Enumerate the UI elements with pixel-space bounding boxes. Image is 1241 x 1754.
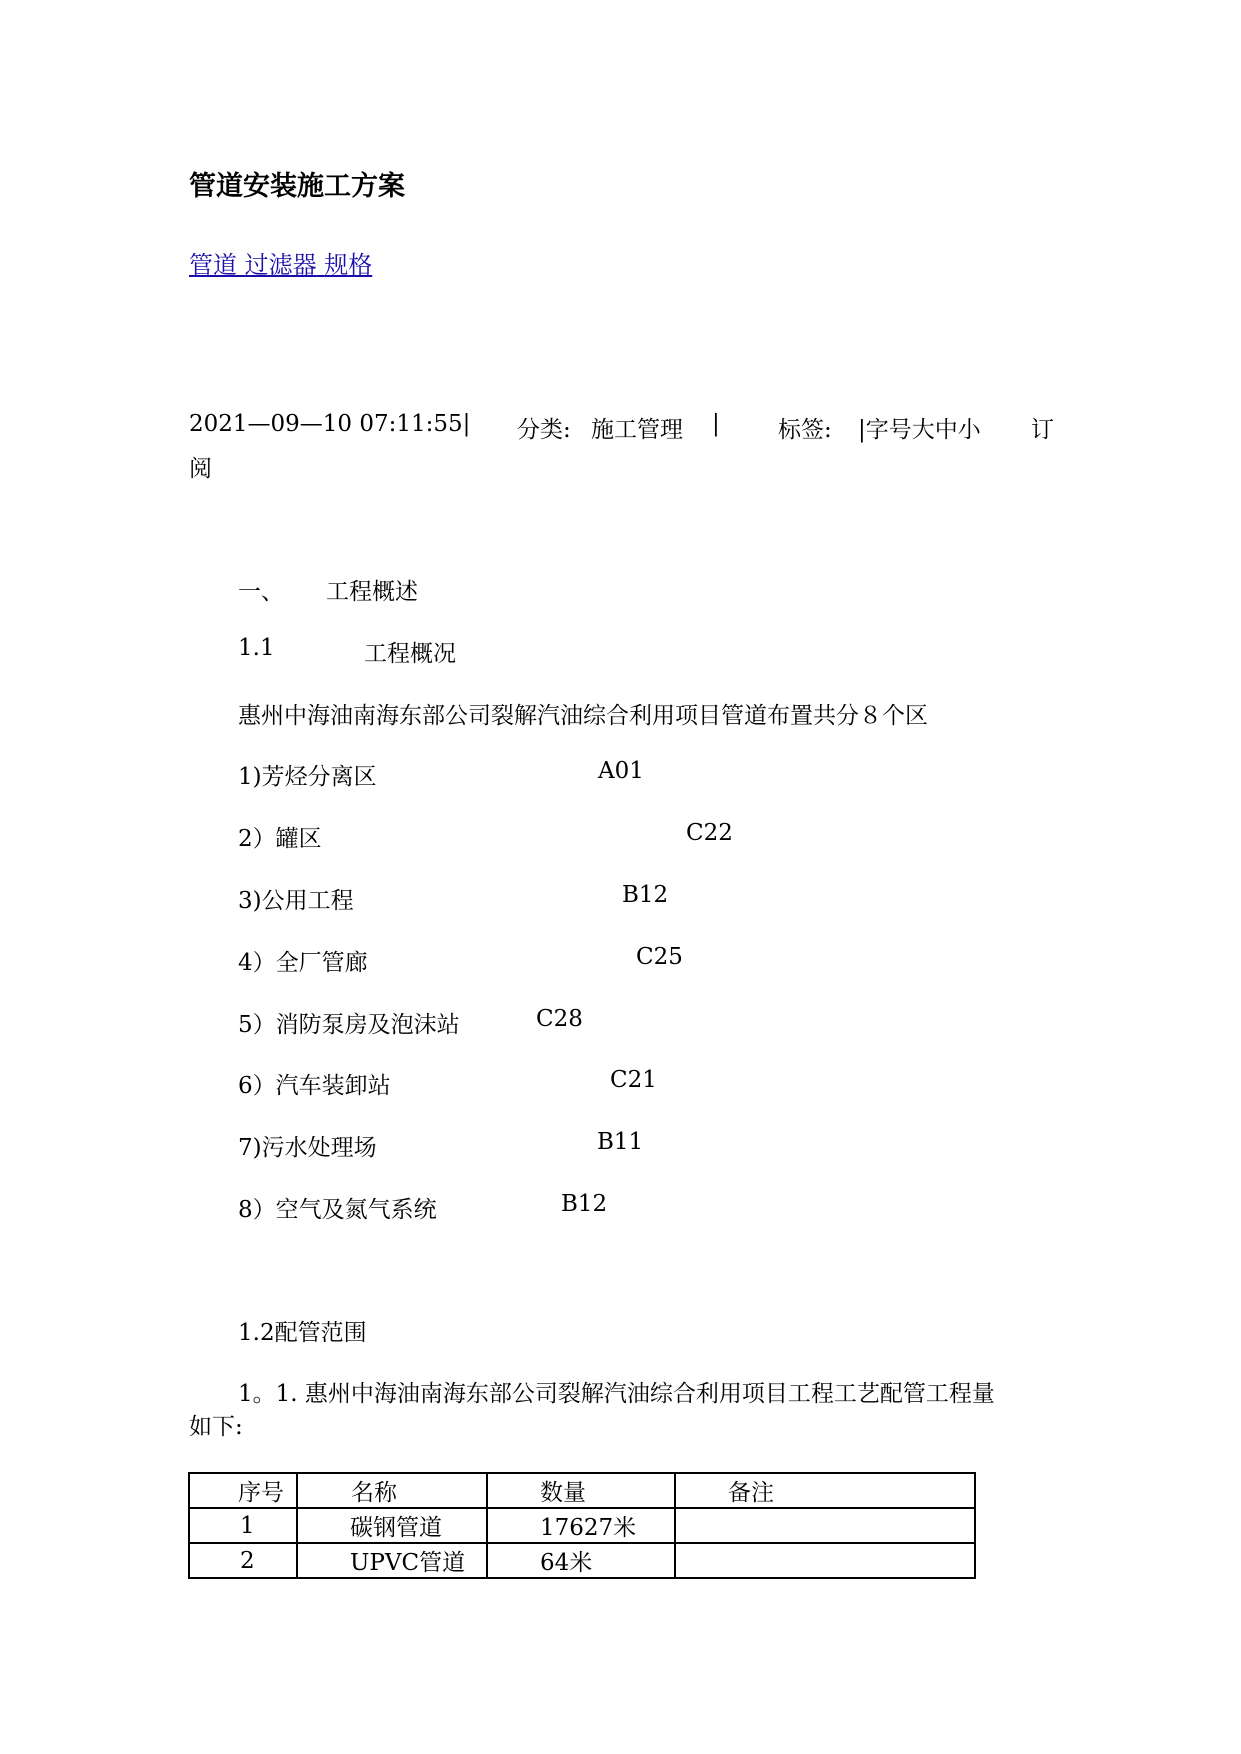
subscribe-link-part1[interactable]: 订 xyxy=(1031,417,1054,443)
area-item-code: C22 xyxy=(686,820,733,846)
section-heading: 工程概述 xyxy=(326,579,418,605)
area-item-label: 6）汽车装卸站 xyxy=(238,1073,391,1099)
quantity-table xyxy=(188,1472,976,1579)
tag-link-filter[interactable]: 过滤器 xyxy=(244,251,317,279)
category-link[interactable]: 施工管理 xyxy=(591,417,683,443)
post-datetime: 2021—09—10 07:11:55| xyxy=(189,411,471,437)
subsection-number: 1.1 xyxy=(238,635,275,661)
table-header-cell: 名称 xyxy=(297,1473,487,1508)
paragraph-line: 1。1. 惠州中海油南海东部公司裂解汽油综合利用项目工程工艺配管工程量 xyxy=(238,1381,995,1407)
paragraph-line: 如下: xyxy=(189,1414,243,1440)
area-item-code: A01 xyxy=(598,758,644,784)
table-header-row xyxy=(189,1473,975,1508)
area-item-code: C25 xyxy=(636,944,683,970)
area-item-label: 1)芳烃分离区 xyxy=(238,764,377,790)
area-item-code: C21 xyxy=(610,1067,657,1093)
area-item-code: C28 xyxy=(536,1006,583,1032)
table-cell: UPVC管道 xyxy=(297,1543,487,1578)
area-item-label: 7)污水处理场 xyxy=(238,1135,377,1161)
table-cell: 2 xyxy=(189,1543,297,1578)
intro-paragraph: 惠州中海油南海东部公司裂解汽油综合利用项目管道布置共分８个区 xyxy=(238,703,928,729)
table-header-cell: 数量 xyxy=(487,1473,675,1508)
table-cell xyxy=(675,1508,975,1543)
page-title: 管道安装施工方案 xyxy=(189,171,405,202)
tag-link-spec[interactable]: 规格 xyxy=(324,251,373,279)
meta-separator: | xyxy=(712,411,720,437)
area-item-label: 2）罐区 xyxy=(238,826,322,852)
subscribe-link-part2[interactable]: 阅 xyxy=(189,456,212,482)
table-header-cell: 序号 xyxy=(189,1473,297,1508)
subsection-heading: 工程概况 xyxy=(364,641,456,667)
section-heading: 1.2配管范围 xyxy=(238,1320,367,1346)
section-number: 一、 xyxy=(238,579,284,605)
table-cell: 17627米 xyxy=(487,1508,675,1543)
table-cell xyxy=(675,1543,975,1578)
area-item-label: 5）消防泵房及泡沫站 xyxy=(238,1012,460,1038)
tags-label: 标签: xyxy=(778,417,832,443)
table-row xyxy=(189,1543,975,1578)
table-cell: 碳钢管道 xyxy=(297,1508,487,1543)
table-header-cell: 备注 xyxy=(675,1473,975,1508)
area-item-code: B12 xyxy=(622,882,669,908)
area-item-label: 3)公用工程 xyxy=(238,888,354,914)
font-size-switch[interactable]: |字号大中小 xyxy=(858,417,981,443)
table-row xyxy=(189,1508,975,1543)
area-item-label: 4）全厂管廊 xyxy=(238,950,368,976)
tag-links xyxy=(189,245,372,280)
area-item-code: B11 xyxy=(597,1129,644,1155)
tag-link-pipe[interactable]: 管道 xyxy=(189,251,237,279)
area-item-code: B12 xyxy=(561,1191,608,1217)
area-item-label: 8）空气及氮气系统 xyxy=(238,1197,437,1223)
category-label: 分类: xyxy=(517,417,571,443)
table-cell: 1 xyxy=(189,1508,297,1543)
table-cell: 64米 xyxy=(487,1543,675,1578)
